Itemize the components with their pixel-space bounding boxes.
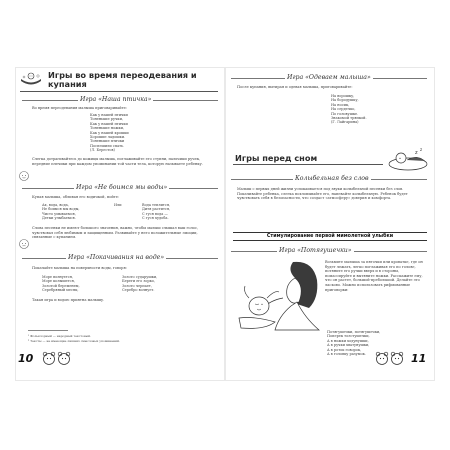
- game-poem: Как у нашей птички Тоненькие ручки, Как у нашей птички Тоненькие ножки, Как у нашей крошки Хорошие ладошки. Тоненькие птички Поспешили спать. (Л. Берестов): [90, 113, 129, 153]
- game-title-bar: [231, 74, 427, 82]
- game-intro: Купая малыша, обливая его водичкой, пойте:: [32, 195, 120, 199]
- footnote: ¹ Фольклорный — народный текстовый.: [28, 334, 91, 338]
- page-number: 10: [18, 352, 34, 365]
- game-title: Игра «Потягушечки»: [279, 247, 352, 254]
- game-poem-right: Вода теплится, Дитя растится, С гуся вода — С гуся худоба.: [142, 203, 171, 221]
- bath-illustration-icon: [20, 72, 42, 86]
- svg-text:z: z: [420, 148, 423, 152]
- game-text: Такая игра и водою приятна малышу.: [32, 298, 105, 302]
- game-title-bar: [231, 247, 427, 255]
- game-poem-separator: Или: [114, 203, 122, 207]
- sleeping-baby-icon: [387, 148, 429, 172]
- svg-text:z: z: [415, 150, 418, 156]
- subsection-banner: Стимулирование первой мимолетной улыбки: [233, 232, 427, 241]
- page-number: 11: [411, 352, 427, 365]
- game-poem: На ворошку, На бородушку, На носик, На сердечко, По головушке. Знакомой тряпкой. (Г. Лайгарина): [331, 94, 367, 125]
- section-title: Игры перед сном: [235, 153, 318, 163]
- game-title: Игра «Наша птичка»: [80, 96, 152, 103]
- section-rule: [20, 91, 218, 92]
- game-title-bar: [231, 175, 427, 183]
- game-title: Игра «Покачивания на воде»: [68, 254, 165, 261]
- game-title-bar: [22, 254, 218, 262]
- footnote-rule: [28, 330, 68, 331]
- game-title-bar: [22, 96, 218, 104]
- game-poem-left: Ах, вода, вода, Не боимся мы воды, Чисто умываемся, Детки улыбаемся.: [42, 203, 80, 221]
- game-poem-left: Море волнуется, Море колышется, Золотой беременем, Серебряный месяц.: [42, 275, 80, 293]
- game-title: Колыбельная без слов: [295, 175, 369, 182]
- game-text: Возьмите малыша за пяточки или кроватке, где он будет лежать, легко поглаживая его по голове, потяните его ручки вверх и в стороны, помассируйте и вытяните ножки. Расскажите ему, что он растет, большой-пребольшой. Делайте это ласково. Можно использовать рифмованные приговорки:: [325, 260, 423, 292]
- game-title-bar: [22, 184, 218, 192]
- right-page: [225, 68, 434, 380]
- game-title: Игра «Одеваем малыша»: [287, 74, 371, 81]
- section-title: Игры во время переодевания и купания: [48, 70, 197, 89]
- baby-doodle-icon: [18, 238, 30, 250]
- left-page: [16, 68, 225, 380]
- section-rule: [233, 164, 383, 165]
- game-poem: Потягушечки, потягушечки, Поперек толстушечки, А в ножки ходунушки, А в ручки хватунушки, А в роток говорок, А в головку разумок.: [327, 330, 381, 357]
- mother-baby-illustration-icon: [235, 258, 321, 332]
- game-intro: После купания, вытирая и одевая малыша, приговаривайте:: [237, 85, 353, 89]
- footnote: ² Тексты — не имеющие лишних смысловых упоминаний.: [28, 339, 120, 343]
- game-intro: Покачайте малыша на поверхности воды, говоря:: [32, 266, 127, 270]
- bear-toys-icon: [42, 350, 72, 366]
- game-title: Игра «Не боимся мы воды»: [76, 184, 168, 191]
- game-text: Слова песенки не имеют большого значения, важно, чтобы малыш слышал ваш голос, чувствовал себя любимым и защищенным. Развивайте у него положительные эмоции, связанные с купанием.: [32, 226, 199, 240]
- game-text: Малыш с первых дней жизни успокаивается под звуки колыбельной песенки без слов. Покачивайте ребенка, слегка похлопывайте его, напевайте колыбельную. Ребенок будет чувствовать себя в безопасности, что создаст «атмосферу» доверия и комфорта.: [237, 187, 408, 201]
- bear-toys-icon: [375, 350, 405, 366]
- game-text: Слегка дотрагивайтесь до кожицы малыша, поглаживайте его ступни, пальчики ручек, передние плечики при каждом упоминании той части тела, которую называете ребенку.: [32, 157, 203, 166]
- baby-doodle-icon: [18, 170, 30, 182]
- game-intro: Во время переодевания малыша приговаривайте:: [32, 106, 128, 110]
- game-poem-right: Золото сударушки, Береги его зорко, Золото черпает, Серебро волнует.: [122, 275, 158, 293]
- book-spread: [16, 68, 434, 380]
